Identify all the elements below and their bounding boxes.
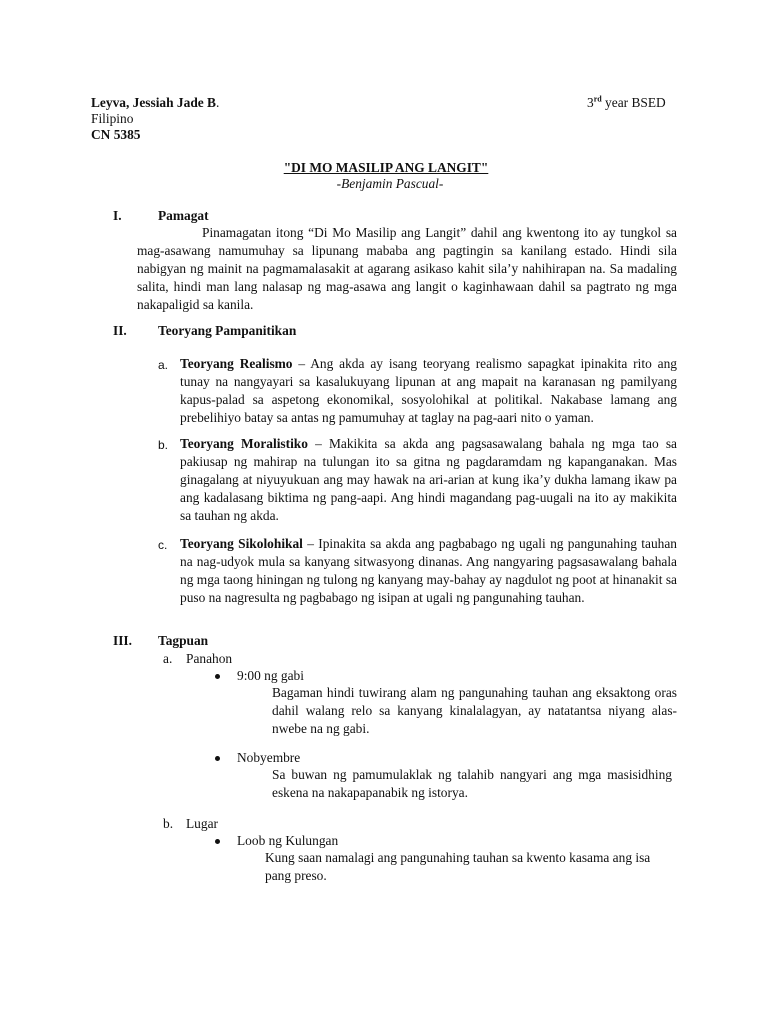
- section-heading: Tagpuan: [158, 633, 209, 648]
- section-heading: Teoryang Pampanitikan: [158, 323, 297, 338]
- bullet-icon: [215, 674, 220, 679]
- bullet-icon: [215, 756, 220, 761]
- student-name: Leyva, Jessiah Jade B.: [91, 95, 220, 110]
- year-level: 3rd year BSED: [587, 94, 666, 110]
- list-marker: a.: [158, 358, 169, 372]
- bullet-icon: [215, 839, 220, 844]
- subject-label: Filipino: [91, 111, 134, 126]
- bullet-label: Loob ng Kulungan: [237, 833, 339, 848]
- theory-item: Teoryang Realismo – Ang akda ay isang teoryang realismo sapagkat ipinakita rito ang tunay na nangyayari sa kasalukuyang lipunan at ang mapait na karanasan ng pamilyang kapus-palad sa aspetong ekonomikal, sosyolohikal at politikal. Nakabase lamang ang prebelihiyo batay sa antas ng pamumuhay at taglay na pag-aari nito o yaman.: [180, 356, 677, 425]
- list-marker: b.: [163, 816, 174, 831]
- list-marker: c.: [158, 538, 168, 552]
- course-number: CN 5385: [91, 127, 141, 142]
- section-number: III.: [113, 633, 132, 648]
- list-marker: b.: [158, 438, 169, 452]
- theory-item: Teoryang Sikolohikal – Ipinakita sa akda ang pagbabago ng ugali ng pangunahing tauhan na nag-udyok mula sa kanyang sitwasyong dinanas. Ang nangyaring pagsasawalang bahala ng mga taong hiningan ng tulong ng kanyang may-bahay ay nagdulot ng poot at hinanakit sa puso na nagresulta ng pagbabago ng isipan at ugali ng pangunahing tauhan.: [180, 536, 677, 605]
- section-paragraph: Pinamagatan itong “Di Mo Masilip ang Langit” dahil ang kwentong ito ay tungkol sa mag-asawang namumuhay sa lipunang mababa ang pagtingin sa kanilang estado. Hindi sila nabigyan ng mainit na pagmamalasakit at agarang asikaso kahit sila’y nahihirapan na. Sa madaling salita, hindi man lang nalasap ng mag-asawa ang langit o kaginhawaan dahil sa pagtrato ng mga nakapaligid sa kanila.: [137, 225, 677, 312]
- document-author: -Benjamin Pascual-: [336, 176, 444, 191]
- bullet-label: 9:00 ng gabi: [237, 668, 304, 683]
- section-heading: Pamagat: [158, 208, 209, 223]
- section-number: I.: [113, 208, 122, 223]
- document-title: "DI MO MASILIP ANG LANGIT": [283, 160, 489, 175]
- section-number: II.: [113, 323, 127, 338]
- theory-item: Teoryang Moralistiko – Makikita sa akda ang pagsasawalang bahala ng mga tao sa pakiusap ng mahirap na tulungan ito sa gitna ng pagdaramdam ng kapanganakan. Mas ginagalang at niyuyukuan ang may hawak na ari-arian at kung ika’y dukha lamang ikaw pa ang kadalasang biktima ng pang-aapi. Ang hindi magandang pag-uugali na ito ay makikita sa tauhan ng akda.: [180, 436, 677, 523]
- subsection-label: Lugar: [186, 816, 218, 831]
- bullet-text: Kung saan namalagi ang pangunahing tauhan sa kwento kasama ang isa pang preso.: [265, 850, 651, 883]
- list-marker: a.: [163, 651, 173, 666]
- bullet-text: Bagaman hindi tuwirang alam ng pangunahing tauhan ang eksaktong oras dahil walang relo sa kanyang kinalalagyan, ay natatantsa niyang alas-nwebe na ng gabi.: [272, 685, 677, 736]
- bullet-text: Sa buwan ng pamumulaklak ng talahib nangyari ang mga masisidhing eskena na nakapapanabik ng istorya.: [272, 767, 672, 800]
- subsection-label: Panahon: [186, 651, 233, 666]
- bullet-label: Nobyembre: [237, 750, 301, 765]
